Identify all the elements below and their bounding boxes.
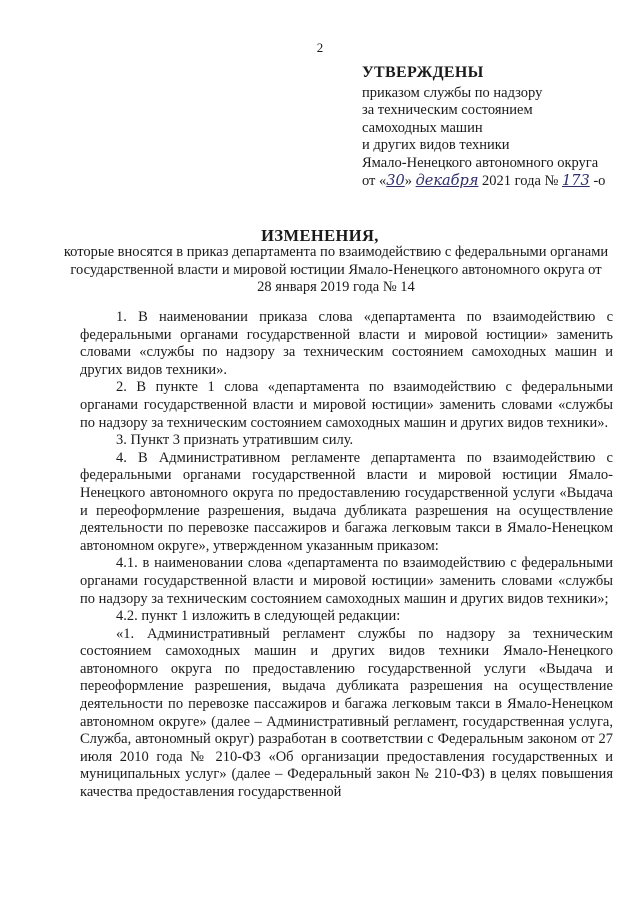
paragraph-4-1: 4.1. в наименовании слова «департамента по взаимодействию с федеральными органами государственной власти и мировой юстиции» заменить словами «службы по надзору за техническим состоянием самоходных машин и других видов техники»; <box>80 555 613 607</box>
paragraph-4-2: 4.2. пункт 1 изложить в следующей редакции: <box>116 608 401 625</box>
paragraph-quoted-1: «1. Административный регламент службы по надзору за техническим состоянием самоходных машин и других видов техники Ямало-Ненецкого автономного округа по предоставлению государственной услуги «Выдача и переоформление разрешения, выдача дубликата разрешения на осуществление деятельности по перевозке пассажиров и багажа легковым такси в Ямало-Ненецком автономном округе» (далее – Административный регламент, государственная услуга, Служба, автономный округ) разработан в соответствии с Федеральным законом от 27 июля 2010 года № 210-ФЗ «Об организации предоставления государственных и муниципальных услуг» (далее – Федеральный закон № 210-ФЗ) в целях повышения качества предоставления государственной <box>80 625 613 801</box>
document-title: ИЗМЕНЕНИЯ, <box>261 226 379 245</box>
approval-block <box>362 64 634 190</box>
approval-heading: УТВЕРЖДЕНЫ <box>362 64 484 81</box>
handwritten-day: 30 <box>386 172 405 189</box>
approval-line-4: и других видов техники <box>362 137 510 154</box>
year-text: 2021 года № <box>482 172 559 189</box>
document-body <box>80 309 613 802</box>
document-subtitle: которые вносятся в приказ департамента по взаимодействию с федеральными органами государственной власти и мировой юстиции Ямало-Ненецкого автономного округа от 28 января 2019 года № 14 <box>63 244 609 296</box>
day-suffix: » <box>404 172 412 189</box>
paragraph-4: 4. В Административном регламенте департамента по взаимодействию с федеральными органами государственной власти и мировой юстиции Ямало-Ненецкого автономного округа по предоставлению государственной услуги «Выдача и переоформление разрешения, выдача дубликата разрешения на осуществление деятельности по перевозке пассажиров и багажа легковым такси в Ямало-Ненецком автономном округе», утвержденном указанным приказом: <box>80 449 613 554</box>
approval-line-1: приказом службы по надзору <box>362 84 543 101</box>
handwritten-order-number: 173 <box>562 172 590 189</box>
approval-line-5: Ямало-Ненецкого автономного округа <box>362 154 599 171</box>
paragraph-1: 1. В наименовании приказа слова «департамента по взаимодействию с федеральными органами государственной власти и мировой юстиции» заменить словами «службы по надзору за техническим состоянием самоходных машин и других видов техники». <box>80 309 613 378</box>
date-prefix: от « <box>362 172 387 189</box>
paragraph-3: 3. Пункт 3 признать утратившим силу. <box>116 432 354 449</box>
paragraph-2: 2. В пункте 1 слова «департамента по взаимодействию с федеральными органами государственной власти и мировой юстиции» заменить словами «службы по надзору за техническим состоянием самоходных машин и других видов техники». <box>80 379 613 431</box>
approval-date-line <box>362 173 634 191</box>
approval-line-2: за техническим состоянием <box>362 102 533 119</box>
order-suffix: -о <box>593 172 606 189</box>
page-number: 2 <box>316 40 324 55</box>
approval-line-3: самоходных машин <box>362 119 483 136</box>
handwritten-month: декабря <box>415 172 479 189</box>
